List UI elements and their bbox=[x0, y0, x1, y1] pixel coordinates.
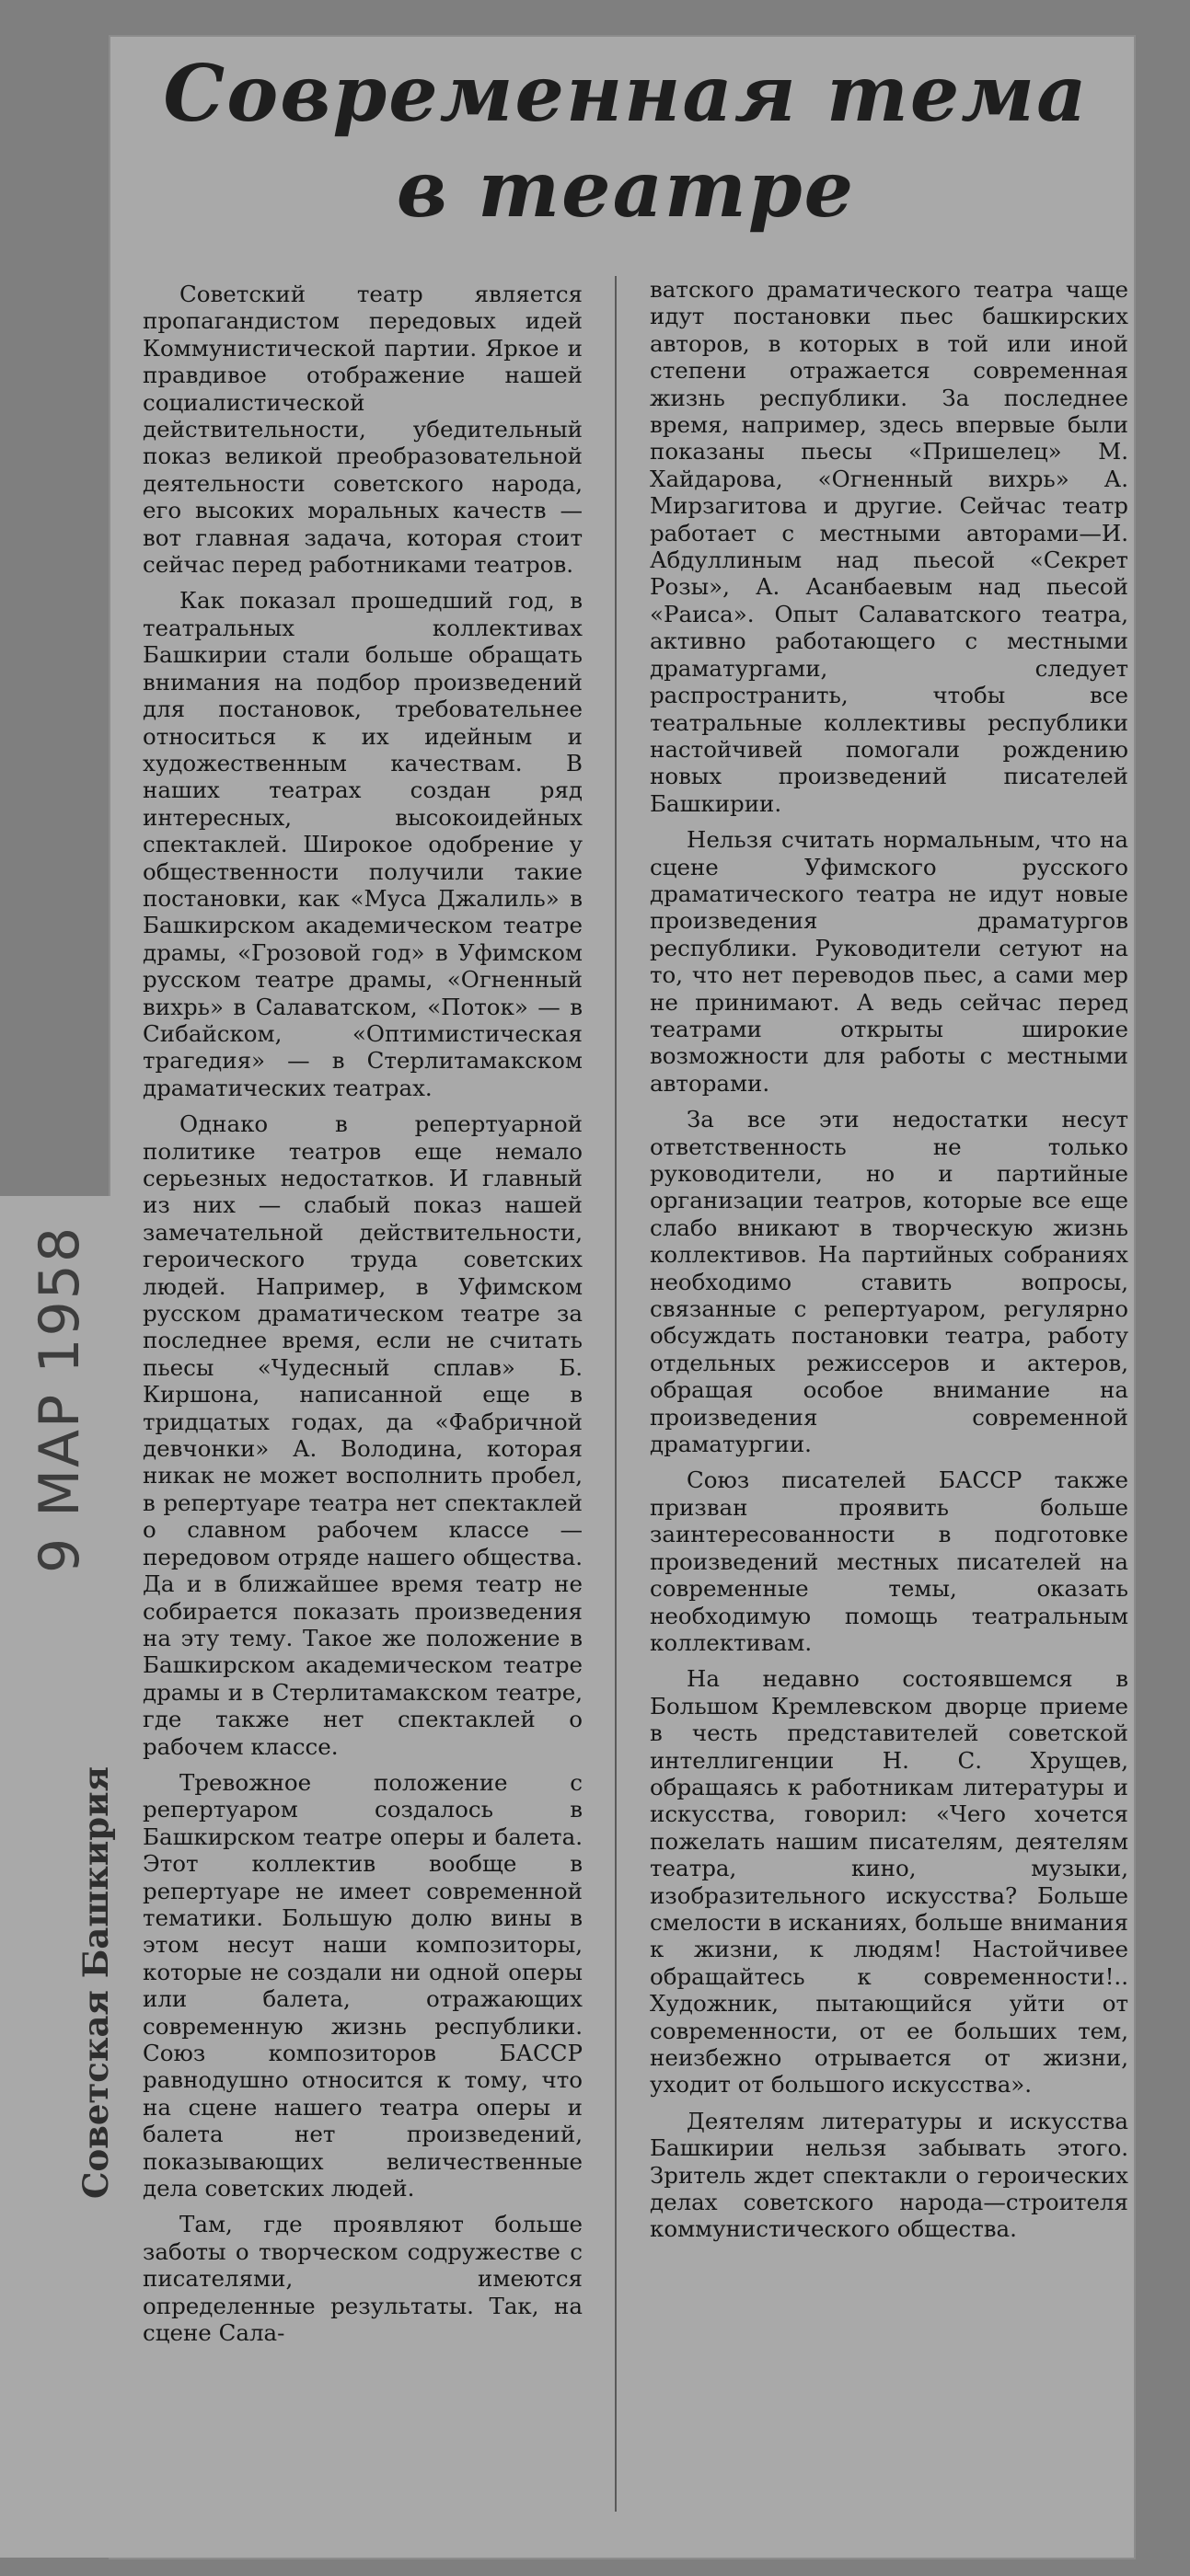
paragraph: Союз писателей БАССР также призван проявить больше заинтересованности в подготовке произведений местных писателей на современные темы, оказать необходимую помощь театральным коллективам. bbox=[650, 1466, 1128, 1656]
paragraph: Как показал прошедший год, в театральных коллективах Башкирии стали больше обращать внимания на подбор произведений для постановок, требовательнее относиться к их идейным и художественным качествам. В наших театрах создан ряд интересных, высокоидейных спектаклей. Широкое одобрение у общественности получили такие постановки, как «Муса Джалиль» в Башкирском академическом театре драмы, «Грозовой год» в Уфимском русском театре драмы, «Огненный вихрь» в Салаватском, «Поток» — в Сибайском, «Оптимистическая трагедия» — в Стерлитамакском драматических театрах. bbox=[143, 587, 583, 1101]
paragraph: Однако в репертуарной политике театров еще немало серьезных недостатков. И главный из них — слабый показ нашей замечательной действительности, героического труда советских людей. Например, в Уфимском русском драматическом театре за последнее время, если не считать пьесы «Чудесный сплав» Б. Киршона, написанной еще в тридцатых годах, да «Фабричной девчонки» А. Володина, которая никак не может восполнить пробел, в репертуаре театра нет спектаклей о славном рабочем классе — передовом отряде нашего общества. Да и в ближайшее время театр не собирается показать произведения на эту тему. Такое же положение в Башкирском академическом театре драмы и в Стерлитамакском театре, где также нет спектаклей о рабочем классе. bbox=[143, 1110, 583, 1760]
article-headline bbox=[147, 46, 1104, 237]
paragraph: Нельзя считать нормальным, что на сцене Уфимского русского драматического театра не идут новые произведения драматургов республики. Руководители сетуют на то, что нет переводов пьес, а сами мер не принимают. А ведь сейчас перед театрами открыты широкие возможности для работы с местными авторами. bbox=[650, 826, 1128, 1097]
paragraph: Советский театр является пропагандистом передовых идей Коммунистической партии. Яркое и правдивое отображение нашей социалистической действительности, убедительный показ великой преобразовательной деятельности советского народа, его высоких моральных качеств — вот главная задача, которая стоит сейчас перед работниками театров. bbox=[143, 281, 583, 579]
paragraph: Деятелям литературы и искусства Башкирии нельзя забывать этого. Зритель ждет спектакли о героических делах советского народа—строителя коммунистического общества. bbox=[650, 2107, 1128, 2243]
paragraph: За все эти недостатки несут ответственность не только руководители, но и партийные организации театров, которые все еще слабо вникают в творческую жизнь коллективов. На партийных собраниях необходимо ставить вопросы, связанные с репертуаром, регулярно обсуждать постановки театра, работу отдельных режиссеров и актеров, обращая особое внимание на произведения современной драматургии. bbox=[650, 1106, 1128, 1458]
headline-line-2: в театре bbox=[396, 144, 856, 235]
source-stamp: Советская Башкирия bbox=[75, 1766, 116, 2199]
left-column bbox=[143, 281, 583, 2516]
date-stamp: 9 МАР 1958 bbox=[28, 1225, 92, 1573]
paragraph: На недавно состоявшемся в Большом Кремлевском дворце приеме в честь представителей советской интеллигенции Н. С. Хрущев, обращаясь к работникам литературы и искусства, говорил: «Чего хочется пожелать нашим писателям, деятелям театра, кино, музыки, изобразительного искусства? Больше смелости в исканиях, больше внимания к жизни, к людям! Настойчивее обращайтесь к современности!.. Художник, пытающийся уйти от современности, от ее больших тем, неизбежно отрывается от жизни, уходит от большого искусства». bbox=[650, 1665, 1128, 2099]
right-column bbox=[650, 276, 1128, 2512]
headline-line-1: Современная тема bbox=[163, 48, 1089, 139]
paragraph: ватского драматического театра чаще идут постановки пьес башкирских авторов, в которых в той или иной степени отражается современная жизнь республики. За последнее время, например, здесь впервые были показаны пьесы «Пришелец» М. Хайдарова, «Огненный вихрь» А. Мирзагитова и другие. Сейчас театр работает с местными авторами—И. Абдуллиным над пьесой «Секрет Розы», А. Асанбаевым над пьесой «Раиса». Опыт Салаватского театра, активно работающего с местными драматургами, следует распространить, чтобы все театральные коллективы республики настойчивей помогали рождению новых произведений писателей Башкирии. bbox=[650, 276, 1128, 817]
column-divider bbox=[615, 276, 617, 2512]
paragraph: Там, где проявляют больше заботы о творческом содружестве с писателями, имеются определенные результаты. Так, на сцене Сала- bbox=[143, 2211, 583, 2347]
paragraph: Тревожное положение с репертуаром создалось в Башкирском театре оперы и балета. Этот коллектив вообще в репертуаре не имеет современной тематики. Большую долю вины в этом несут наши композиторы, которые не создали ни одной оперы или балета, отражающих современную жизнь республики. Союз композиторов БАССР равнодушно относится к тому, что на сцене нашего театра оперы и балета нет произведений, показывающих величественные дела советских людей. bbox=[143, 1768, 583, 2202]
